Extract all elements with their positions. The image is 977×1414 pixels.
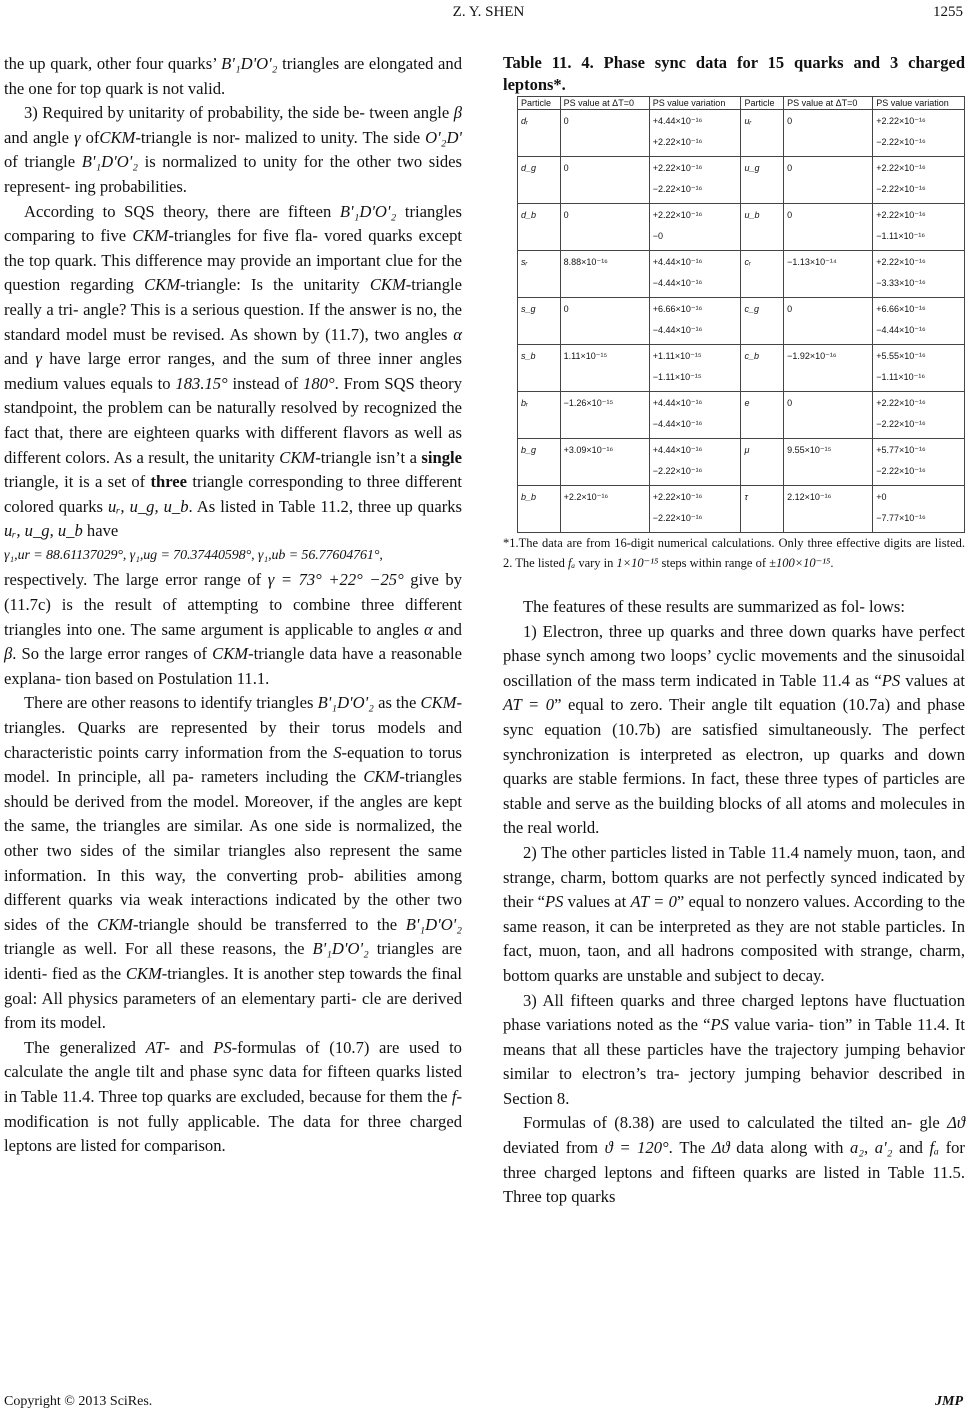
cell-value: 0 xyxy=(787,116,793,126)
cell-value: +4.44×10⁻¹⁶ xyxy=(652,398,703,408)
table-cell xyxy=(873,157,965,204)
table-cell xyxy=(741,110,784,157)
cell-value: 0 xyxy=(787,398,793,408)
triangle-symbol: B'₁D'O'₂ xyxy=(221,54,278,73)
cell-value: −4.44×10⁻¹⁶ xyxy=(652,419,703,429)
cell-value: +2.22×10⁻¹⁶ xyxy=(876,257,926,267)
table-cell xyxy=(649,392,741,439)
table-cell xyxy=(649,439,741,486)
cell-value: c_g xyxy=(744,304,759,314)
table-cell xyxy=(518,486,561,533)
page-header xyxy=(0,4,977,26)
cell-value: −2.22×10⁻¹⁶ xyxy=(652,513,703,523)
table-cell xyxy=(873,392,965,439)
cell-value: 9.55×10⁻¹⁵ xyxy=(787,445,832,455)
cell-value: d_b xyxy=(521,210,537,220)
cell-value: 0 xyxy=(563,116,569,126)
cell-value: s_g xyxy=(521,304,536,314)
table-cell xyxy=(873,204,965,251)
cell-value: +2.22×10⁻¹⁶ xyxy=(652,137,703,147)
table-cell xyxy=(518,392,561,439)
paragraph-r1: The features of these results are summarized as fol- lows: xyxy=(523,597,905,616)
table-row xyxy=(518,251,965,298)
cell-value: 0 xyxy=(563,210,569,220)
cell-value: −3.33×10⁻¹⁶ xyxy=(876,278,926,288)
paragraph-3: According to SQS theory, there are fifteen B'₁D'O'₂ triangles comparing to five CKM-triangles for five fla- vored quarks except the top quark. This difference may provide an important clue for the question regarding CKM-triangle: Is the unitarity CKM-triangle really a tri- angle? This is a serious question. If the answer is no, the standard model must be revised. As shown by (11.7), two angles α and γ have large error ranges, and the sum of three inner angles medium values equals to 183.15° instead of 180°. From SQS theory standpoint, the problem can be naturally resolved by recognized the fact that, there are eighteen quarks with different flavors as well as different colors. As a result, the unitarity CKM-triangle isn’t a single triangle, it is a set of three triangle corresponding to three different colored quarks uᵣ, u_g, u_b. As listed in Table 11.2, three up quarks uᵣ, u_g, u_b have xyxy=(4,201,463,541)
cell-value: +2.22×10⁻¹⁶ xyxy=(876,163,926,173)
table-cell xyxy=(784,486,873,533)
cell-value: +2.22×10⁻¹⁶ xyxy=(652,492,703,502)
table-cell xyxy=(873,439,965,486)
cell-value: 8.88×10⁻¹⁶ xyxy=(563,257,608,267)
table-caption: Table 11. 4. Phase sync data for 15 quarks and 3 charged leptons*. xyxy=(503,53,965,94)
column-header: PS value at ΔT=0 xyxy=(560,97,649,110)
cell-value: +2.22×10⁻¹⁶ xyxy=(652,210,703,220)
cell-value: −1.11×10⁻¹⁵ xyxy=(652,372,702,382)
table-cell xyxy=(784,392,873,439)
table-cell xyxy=(873,251,965,298)
table-row xyxy=(518,345,965,392)
table-cell xyxy=(560,110,649,157)
left-column xyxy=(4,52,462,1159)
cell-value: sᵣ xyxy=(521,257,528,267)
cell-value: +4.44×10⁻¹⁶ xyxy=(652,445,703,455)
table-cell xyxy=(560,251,649,298)
cell-value: +2.2×10⁻¹⁶ xyxy=(563,492,609,502)
table-row xyxy=(518,392,965,439)
table-cell xyxy=(649,110,741,157)
paragraph-r3: 2) The other particles listed in Table 11.4 namely muon, taon, and strange, charm, bottom quarks are not perfectly synced indicated by their “PS values at AT = 0” equal to nonzero values. According to the same reason, it can be interpreted as they are not stable particles. In fact, muon, taon, and all hadrons composited with strange, charm, bottom quarks are unstable and subject to decay. xyxy=(503,842,965,985)
cell-value: b_b xyxy=(521,492,537,502)
cell-value: +1.11×10⁻¹⁵ xyxy=(652,351,702,361)
cell-value: d_g xyxy=(521,163,537,173)
table-cell xyxy=(649,251,741,298)
table-cell xyxy=(741,251,784,298)
table-cell xyxy=(649,345,741,392)
table-cell xyxy=(741,157,784,204)
cell-value: bᵣ xyxy=(521,398,528,408)
cell-value: −2.22×10⁻¹⁶ xyxy=(652,466,703,476)
cell-value: −4.44×10⁻¹⁶ xyxy=(652,325,703,335)
table-cell xyxy=(784,439,873,486)
table-cell xyxy=(560,392,649,439)
table-cell xyxy=(518,345,561,392)
cell-value: μ xyxy=(744,445,750,455)
table-row xyxy=(518,298,965,345)
cell-value: −2.22×10⁻¹⁶ xyxy=(876,466,926,476)
cell-value: τ xyxy=(744,492,748,502)
cell-value: u_b xyxy=(744,210,760,220)
paragraph-6: The generalized AT- and PS-formulas of (10.7) are used to calculate the angle tilt and phase sync data for fifteen quarks listed in Table 11.4. Three top quarks are excluded, because for them the f-modification is not fully applicable. The data for three charged leptons are listed for comparison. xyxy=(4,1037,462,1156)
table-row xyxy=(518,110,965,157)
running-head-author: Z. Y. SHEN xyxy=(452,4,525,20)
table-cell xyxy=(741,392,784,439)
paragraph-r2: 1) Electron, three up quarks and three down quarks have perfect phase synch among two loops’ cyclic movements and the sinusoidal oscillation of the mass term indicated in Table 11.4 as “PS values at AT = 0” equal to zero. Their angle tilt equation (10.7a) and phase sync equation (10.7b) are satisfied simultaneously. The perfect synchronization is interpreted as electron, up quarks and down quarks are stable fermions. In fact, these three types of particles are stable and serve as the building blocks of all atoms and molecules in the real world. xyxy=(503,621,965,838)
table-cell xyxy=(518,251,561,298)
gamma-ur: γ₁,ur = 88.61137029° xyxy=(4,547,123,563)
column-header: Particle xyxy=(518,97,561,110)
table-cell xyxy=(518,298,561,345)
cell-value: −2.22×10⁻¹⁶ xyxy=(876,137,926,147)
table-cell xyxy=(784,345,873,392)
column-header: PS value variation xyxy=(873,97,965,110)
table-body xyxy=(518,110,965,533)
cell-value: +6.66×10⁻¹⁶ xyxy=(652,304,703,314)
cell-value: −1.13×10⁻¹⁴ xyxy=(787,257,837,267)
cell-value: 0 xyxy=(563,163,569,173)
cell-value: +3.09×10⁻¹⁶ xyxy=(563,445,614,455)
table-cell xyxy=(518,204,561,251)
cell-value: +4.44×10⁻¹⁶ xyxy=(652,257,703,267)
cell-value: −1.11×10⁻¹⁶ xyxy=(876,231,926,241)
paragraph-5: There are other reasons to identify triangles B'₁D'O'₂ as the CKM-triangles. Quarks are represented by their torus models and characteristic points carry information from the S-equation to torus model. In principle, all pa- rameters including the CKM-triangles should be derived from the model. Moreover, if the angles are kept the same, the triangles are similar. As one side is normalized, the other two sides of the similar triangles also represent the same information. In this way, the converting prob- abilities among different quarks via weak interactions indicated by the other two sides of the CKM-triangle should be transferred to the B'₁D'O'₂ triangle as well. For all these reasons, the B'₁D'O'₂ triangles are identi- fied as the CKM-triangles. It is another step towards the final goal: All physics parameters of an elementary parti- cle are derived from its model. xyxy=(4,693,463,1033)
paragraph-4: respectively. The large error range of γ = 73° +22° −25° give by (11.7c) is the result of attempting to combine three different triangles into one. The same argument is applicable to angles α and β. So the large error ranges of CKM-triangle data have a reasonable explana- tion based on Postulation 11.1. xyxy=(4,570,462,688)
cell-value: 0 xyxy=(787,163,793,173)
table-cell xyxy=(649,298,741,345)
paragraph-r4: 3) All fifteen quarks and three charged leptons have fluctuation phase variations noted as the “PS value varia- tion” in Table 11.4. It means that all these particles have the trajectory jumping behavior similar to electron’s tra- jectory jumping behavior described in Section 8. xyxy=(503,990,966,1108)
cell-value: −2.22×10⁻¹⁶ xyxy=(652,184,703,194)
phase-sync-table xyxy=(517,96,965,533)
table-cell xyxy=(560,486,649,533)
cell-value: −2.22×10⁻¹⁶ xyxy=(876,419,926,429)
cell-value: −1.11×10⁻¹⁶ xyxy=(876,372,926,382)
cell-value: −0 xyxy=(652,231,664,241)
table-cell xyxy=(873,345,965,392)
table-cell xyxy=(873,298,965,345)
cell-value: −2.22×10⁻¹⁶ xyxy=(876,184,926,194)
cell-value: 0 xyxy=(787,304,793,314)
gamma-ub: γ₁,ub = 56.77604761° xyxy=(257,547,380,563)
cell-value: b_g xyxy=(521,445,537,455)
paragraph-1: the up quark, other four quarks’ B'₁D'O'₂ triangles are elongated and the one for top quark is not valid. xyxy=(4,54,463,98)
table-row xyxy=(518,157,965,204)
table-cell xyxy=(784,251,873,298)
cell-value: +6.66×10⁻¹⁶ xyxy=(876,304,926,314)
paragraph-r5: Formulas of (8.38) are used to calculated the tilted an- gle Δϑ deviated from ϑ = 120°. The Δϑ data along with a₂, a'₂ and fₐ for three charged leptons and fifteen quarks are listed in Table 11.5. Three top quarks xyxy=(503,1113,965,1207)
table-cell xyxy=(873,110,965,157)
table-cell xyxy=(649,486,741,533)
cell-value: +4.44×10⁻¹⁶ xyxy=(652,116,703,126)
column-header: PS value variation xyxy=(649,97,741,110)
table-row xyxy=(518,486,965,533)
table-cell xyxy=(560,298,649,345)
table-cell xyxy=(784,157,873,204)
table-row xyxy=(518,204,965,251)
table-cell xyxy=(784,204,873,251)
table-cell xyxy=(873,486,965,533)
cell-value: dᵣ xyxy=(521,116,528,126)
table-header-row xyxy=(518,97,965,110)
cell-value: −7.77×10⁻¹⁶ xyxy=(876,513,926,523)
cell-value: e xyxy=(744,398,750,408)
cell-value: +2.22×10⁻¹⁶ xyxy=(876,398,926,408)
table-cell xyxy=(784,298,873,345)
table-cell xyxy=(518,157,561,204)
table-cell xyxy=(560,204,649,251)
table-cell xyxy=(518,110,561,157)
table-cell xyxy=(560,345,649,392)
table-row xyxy=(518,439,965,486)
cell-value: cᵣ xyxy=(744,257,751,267)
table-cell xyxy=(741,345,784,392)
cell-value: +5.55×10⁻¹⁶ xyxy=(876,351,926,361)
cell-value: −4.44×10⁻¹⁶ xyxy=(652,278,703,288)
table-cell xyxy=(560,157,649,204)
gamma-values-line: γ₁,ur = 88.61137029°, γ₁,ug = 70.37440598°, γ₁,ub = 56.77604761°, xyxy=(4,547,383,563)
cell-value: 2.12×10⁻¹⁶ xyxy=(787,492,832,502)
cell-value: +5.77×10⁻¹⁶ xyxy=(876,445,926,455)
cell-value: s_b xyxy=(521,351,536,361)
right-column xyxy=(503,52,965,1210)
page-number: 1255 xyxy=(933,4,963,20)
table-cell xyxy=(741,439,784,486)
column-header: PS value at ΔT=0 xyxy=(784,97,873,110)
table-cell xyxy=(741,298,784,345)
column-header: Particle xyxy=(741,97,784,110)
table-footnote: *1.The data are from 16-digit numerical calculations. Only three effective digits are listed. 2. The listed fₐ vary in 1×10⁻¹⁵ steps within range of ±100×10⁻¹⁵. xyxy=(503,536,965,570)
cell-value: 1.11×10⁻¹⁵ xyxy=(563,351,608,361)
cell-value: u_g xyxy=(744,163,760,173)
journal-name: JMP xyxy=(935,1394,963,1409)
copyright: Copyright © 2013 SciRes. xyxy=(4,1394,153,1409)
table-cell xyxy=(649,204,741,251)
table-cell xyxy=(741,486,784,533)
table-cell xyxy=(649,157,741,204)
cell-value: −4.44×10⁻¹⁶ xyxy=(876,325,926,335)
cell-value: +2.22×10⁻¹⁶ xyxy=(876,116,926,126)
table-cell xyxy=(784,110,873,157)
table-cell xyxy=(560,439,649,486)
cell-value: uᵣ xyxy=(744,116,752,126)
paragraph-2: 3) Required by unitarity of probability, the side be- tween angle β and angle γ ofCKM-triangle is nor- malized to unity. The side O'₂D' of triangle B'₁D'O'₂ is normalized to unity for the other two sides represent- ing probabilities. xyxy=(4,103,462,196)
cell-value: +2.22×10⁻¹⁶ xyxy=(876,210,926,220)
gamma-ug: γ₁,ug = 70.37440598° xyxy=(129,547,252,563)
cell-value: 0 xyxy=(563,304,569,314)
cell-value: +2.22×10⁻¹⁶ xyxy=(652,163,703,173)
table-cell xyxy=(741,204,784,251)
table-cell xyxy=(518,439,561,486)
cell-value: c_b xyxy=(744,351,759,361)
cell-value: +0 xyxy=(876,492,887,502)
cell-value: −1.26×10⁻¹⁵ xyxy=(563,398,614,408)
cell-value: −1.92×10⁻¹⁶ xyxy=(787,351,837,361)
cell-value: 0 xyxy=(787,210,793,220)
